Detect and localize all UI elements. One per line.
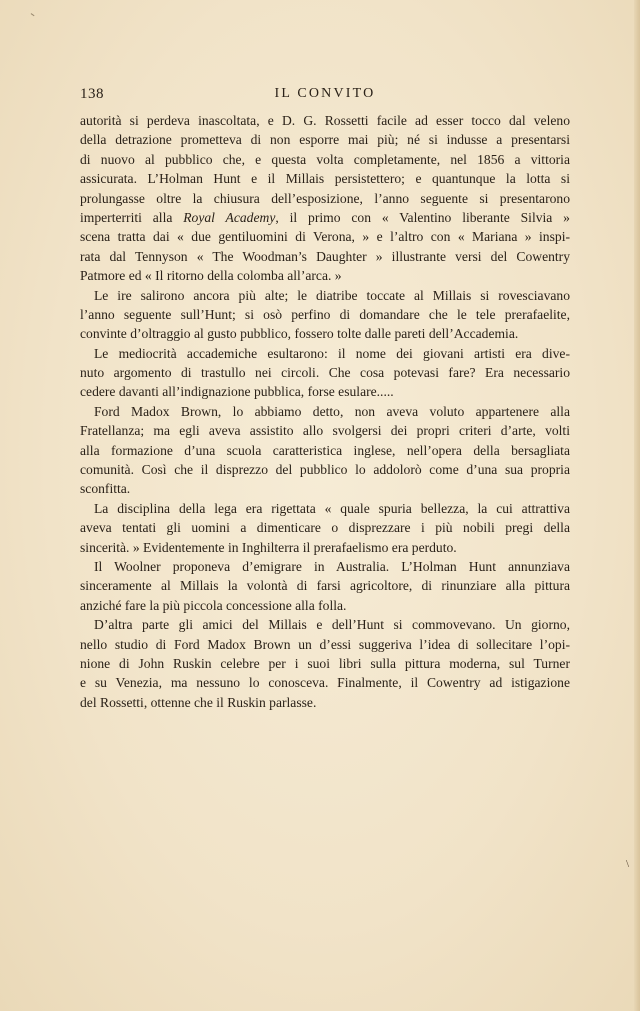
text-line: rata dal Tennyson « The Woodman’s Daughter » illustrante versi del Cowentry: [80, 248, 570, 264]
text-line: assicurata. L’Holman Hunt e il Millais persistettero; e quantunque la lotta si: [80, 171, 570, 187]
body-text: [80, 111, 570, 712]
text-line: l’anno seguente sull’Hunt; si osò perfino di domandare che le tele prerafaelite,: [80, 306, 570, 322]
text-line: La disciplina della lega era rigettata « quale spuria bellezza, la cui attrattiva: [94, 500, 570, 516]
text-line: imperterriti alla Royal Academy, il primo con « Valentino liberante Silvia »: [80, 209, 570, 225]
italic-title: Royal Academy: [183, 209, 276, 225]
page-number: 138: [80, 86, 104, 102]
text-line: e su Venezia, ma nessuno lo conosceva. Finalmente, il Cowentry ad istigazione: [80, 675, 570, 691]
page-edge: [634, 0, 640, 1011]
text-line: convinte d’oltraggio al gusto pubblico, fossero tolte dalle pareti dell’Accademia.: [80, 326, 519, 342]
text-line: comunità. Così che il disprezzo del pubblico lo addolorò come d’una sua propria: [80, 462, 570, 478]
margin-mark-right: \: [626, 858, 630, 870]
running-title: IL CONVITO: [274, 86, 376, 101]
text-line: della detrazione prometteva di non esporre mai più; né si indusse a presentarsi: [80, 132, 570, 148]
text-line: nione di John Ruskin celebre per i suoi libri sulla pittura moderna, sul Turner: [80, 655, 570, 671]
text-line: anziché fare la più piccola concessione alla folla.: [80, 597, 347, 613]
text-line: aveva tentati gli uomini a dimenticare o disprezzare i più nobili pregi della: [80, 520, 570, 536]
text-line: Le ire salirono ancora più alte; le diatribe toccate al Millais si rovesciavano: [94, 287, 570, 303]
text-line: sconfitta.: [80, 481, 131, 497]
text-line: Il Woolner proponeva d’emigrare in Australia. L’Holman Hunt annunziava: [94, 558, 570, 574]
text-line: sinceramente al Millais la volontà di farsi agricoltore, di rinunziare alla pittura: [80, 578, 570, 594]
text-line: scena tratta dai « due gentiluomini di Verona, » e l’altro con « Mariana » inspi-: [80, 229, 570, 245]
text-line: cedere davanti all’indignazione pubblica, forse esulare.....: [80, 384, 394, 400]
text-line: nello studio di Ford Madox Brown un d’essi suggeriva l’idea di sollecitare l’opi-: [80, 636, 570, 652]
text-line: prolungasse oltre la chiusura dell’esposizione, l’anno seguente si presentarono: [80, 190, 570, 206]
margin-mark: [30, 13, 35, 18]
page-header: [80, 86, 570, 106]
text-line: del Rossetti, ottenne che il Ruskin parlasse.: [80, 694, 317, 710]
text-line: Ford Madox Brown, lo abbiamo detto, non aveva voluto appartenere alla: [94, 403, 570, 419]
text-line: Fratellanza; ma egli aveva assistito allo svolgersi dei propri criteri d’arte, volti: [80, 423, 570, 439]
text-line: autorità si perdeva inascoltata, e D. G. Rossetti facile ad esser tocco dal veleno: [80, 113, 570, 128]
text-line: Patmore ed « Il ritorno della colomba all’arca. »: [80, 268, 342, 284]
text-line: di nuovo al pubblico che, e questa volta completamente, nel 1856 a vittoria: [80, 151, 570, 167]
text-line: Le mediocrità accademiche esultarono: il nome dei giovani artisti era dive-: [94, 345, 570, 361]
text-line: D’altra parte gli amici del Millais e dell’Hunt si commovevano. Un giorno,: [94, 617, 570, 633]
text-line: sincerità. » Evidentemente in Inghilterra il prerafaelismo era perduto.: [80, 539, 457, 555]
text-line: alla formazione d’una scuola caratteristica inglese, nell’opera della bersagliata: [80, 442, 570, 458]
text-line: nuto argomento di trastullo nei circoli. Che cosa potevasi fare? Era necessario: [80, 365, 570, 381]
